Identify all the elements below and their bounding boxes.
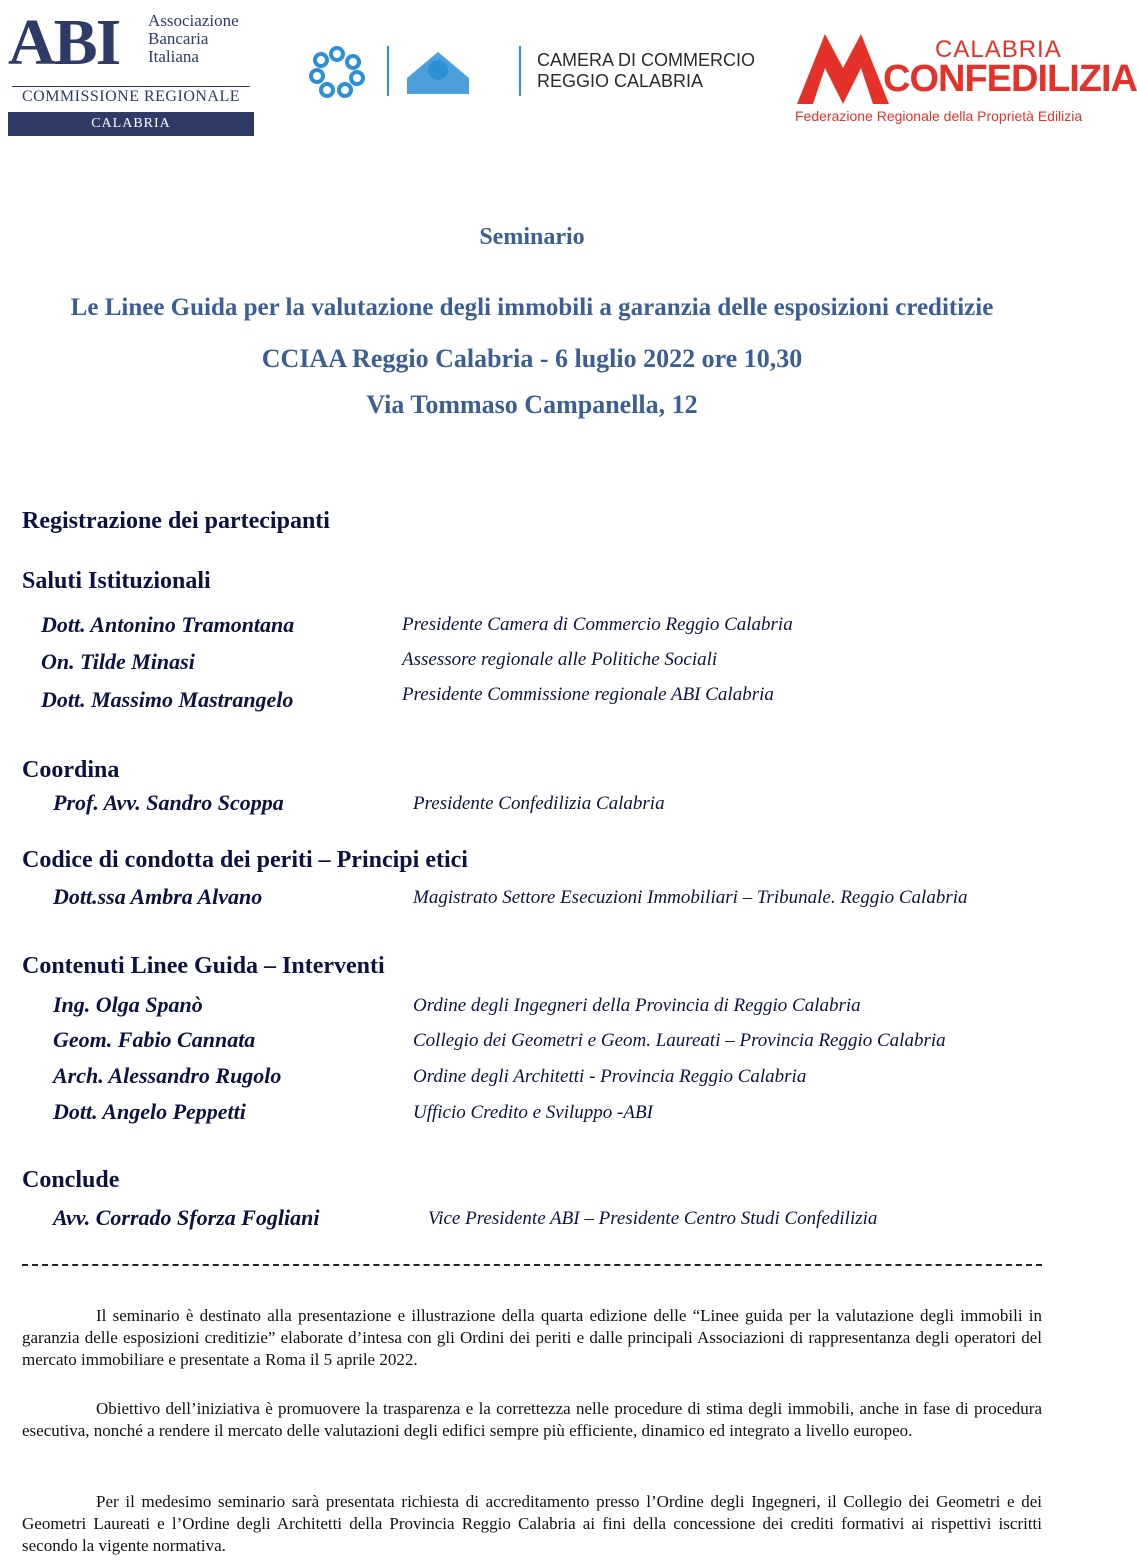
seminar-title: Le Linee Guida per la valutazione degli immobili a garanzia delle esposizioni creditizie [70,294,994,321]
speaker-role: Assessore regionale alle Politiche Sociali [402,649,718,670]
speaker-role: Ufficio Credito e Sviluppo -ABI [413,1102,653,1123]
seminar-address: Via Tommaso Campanella, 12 [366,390,698,419]
contents-heading: Contenuti Linee Guida – Interventi [22,953,385,979]
speaker-name: On. Tilde Minasi [41,649,195,674]
moderator-heading: Coordina [22,757,120,783]
speaker-role: Presidente Confedilizia Calabria [413,793,665,814]
abi-line-1: Associazione [148,11,239,30]
greetings-heading: Saluti Istituzionali [22,568,211,594]
abi-commission: COMMISSIONE REGIONALE [21,88,241,105]
speaker-name: Arch. Alessandro Rugolo [53,1063,282,1088]
ethics-heading: Codice di condotta dei periti – Principi etici [22,847,468,873]
abi-line-3: Italiana [148,47,199,66]
speaker-name: Dott. Antonino Tramontana [41,612,295,637]
speaker-name: Dott.ssa Ambra Alvano [53,884,263,909]
abi-mark: ABI [8,6,120,79]
speaker-role: Ordine degli Architetti - Provincia Reggio Calabria [413,1066,807,1087]
description-paragraph: Per il medesimo seminario sarà presentata richiesta di accreditamento presso l’Ordine degli Ingegneri, il Collegio dei Geometri e dei Geometri Laureati e l’Ordine degli Architetti della Provincia Reggio Calabria ai fini della concessione dei crediti formativi ai rispettivi iscritti secondo la vigente normativa. [22,1492,1042,1555]
speaker-role: Ordine degli Ingegneri della Provincia di Reggio Calabria [413,995,861,1016]
seminar-date-place: CCIAA Reggio Calabria - 6 luglio 2022 ore 10,30 [261,344,803,373]
speaker-name: Geom. Fabio Cannata [53,1027,256,1052]
abi-logo [8,8,254,132]
confedilizia-name: CONFEDILIZIA [883,58,1137,100]
speaker-name: Avv. Corrado Sforza Fogliani [53,1205,320,1230]
registration-heading: Registrazione dei partecipanti [22,508,330,534]
speaker-role: Magistrato Settore Esecuzioni Immobiliari – Tribunale. Reggio Calabria [413,887,968,908]
cciaa-line-1: CAMERA DI COMMERCIO [537,50,756,70]
closing-heading: Conclude [22,1167,120,1193]
speaker-name: Dott. Massimo Mastrangelo [41,687,294,712]
speaker-name: Prof. Avv. Sandro Scoppa [53,790,284,815]
speaker-role: Presidente Commissione regionale ABI Calabria [402,684,774,705]
description-paragraph: Obiettivo dell’iniziativa è promuovere la trasparenza e la correttezza nelle procedure di stima degli immobili, anche in fase di procedura esecutiva, nonché a rendere il mercato delle valutazioni degli edifici sempre più efficiente, dinamico ed integrato a livello europeo. [22,1399,1042,1440]
confedilizia-federation: Federazione Regionale della Proprietà Edilizia [795,108,1083,124]
seminar-kicker: Seminario [479,224,585,250]
cciaa-emblem-icon [305,40,525,102]
cciaa-line-2: REGGIO CALABRIA [537,71,704,91]
speaker-role: Collegio dei Geometri e Geom. Laureati – Provincia Reggio Calabria [413,1030,946,1051]
speaker-role: Presidente Camera di Commercio Reggio Calabria [402,614,793,635]
confedilizia-logo [795,32,1137,132]
description-paragraph: Il seminario è destinato alla presentazione e illustrazione della quarta edizione delle “Linee guida per la valutazione degli immobili in garanzia delle esposizioni creditizie” elaborate d’intesa con gli Ordini dei periti e dalle principali Associazioni di rappresentanza degli operatori del mercato immobiliare e presentate a Roma il 5 aprile 2022. [22,1306,1042,1369]
cciaa-logo [305,40,785,102]
speaker-role: Vice Presidente ABI – Presidente Centro Studi Confedilizia [428,1208,878,1229]
confedilizia-mark-icon [795,32,891,106]
confedilizia-region: CALABRIA [935,36,1062,63]
abi-line-2: Bancaria [148,29,209,48]
speaker-name: Ing. Olga Spanò [53,992,203,1017]
abi-region: CALABRIA [8,112,254,136]
separator-line [22,1264,1042,1266]
abi-divider [12,86,250,87]
speaker-name: Dott. Angelo Peppetti [53,1099,246,1124]
